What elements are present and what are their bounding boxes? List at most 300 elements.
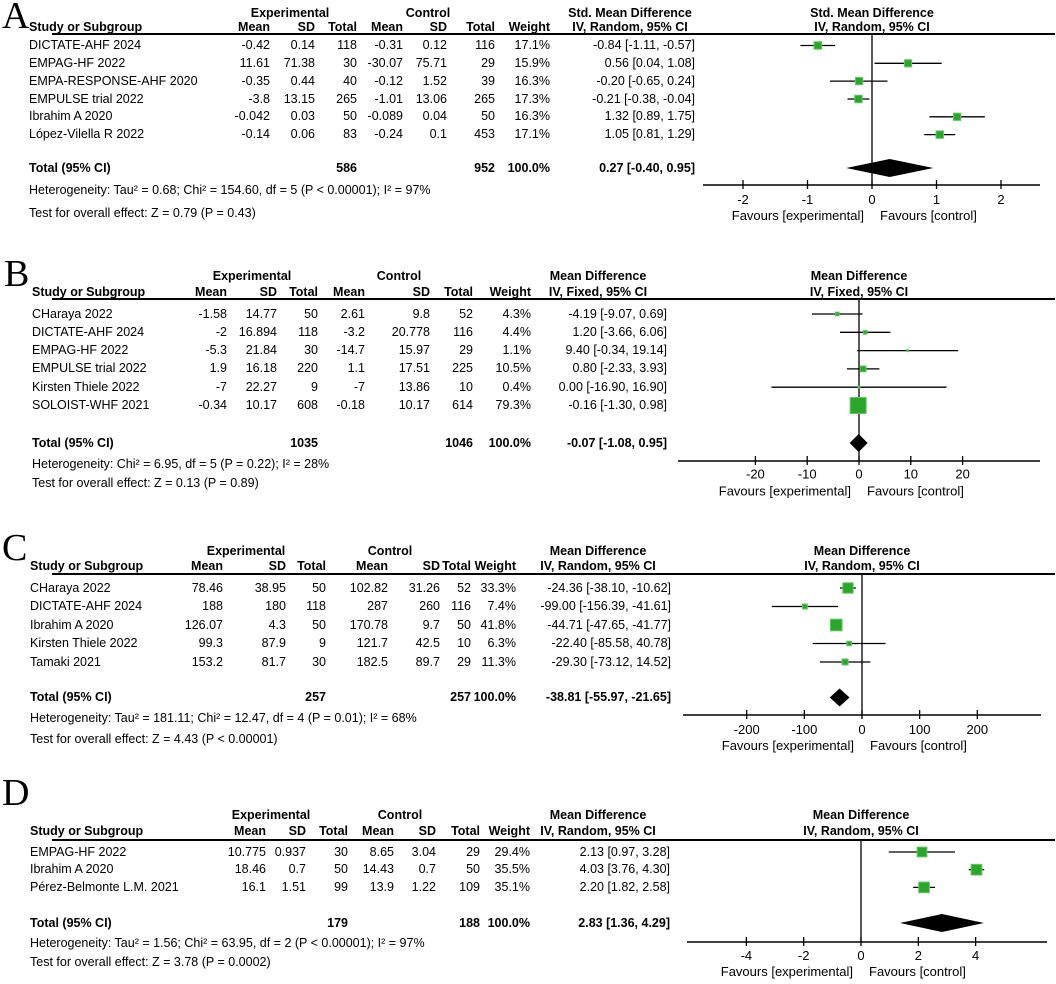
effect-ci: -44.71 [-47.65, -41.77] [547,617,671,632]
study-name: CHaraya 2022 [30,580,111,595]
ctl-mean: 121.7 [356,636,388,650]
favours-left-label: Favours [experimental] [731,208,864,223]
tick-label: 2 [914,948,922,963]
weight: 10.5% [495,361,531,376]
group-experimental-header: Experimental [250,5,330,20]
exp-sd: 0.7 [288,862,306,877]
weight: 33.3% [480,580,516,595]
ctl-sd: 0.12 [422,38,447,52]
weight: 35.5% [494,862,530,877]
effect-ci: -22.40 [-85.58, 40.78] [551,636,671,650]
favours-right-label: Favours [control] [867,483,964,499]
exp-sd: 1.51 [281,879,306,894]
forest-plot-d [687,840,1047,979]
plot-method-header: IV, Fixed, 95% CI [809,284,909,299]
exp-mean: 188 [202,599,223,613]
ctl-total: 10 [459,379,473,394]
ctl-total: 29 [459,343,473,358]
study-name: EMPAG-HF 2022 [30,844,127,859]
study-name: López-Vilella R 2022 [29,127,145,142]
weight: 4.3% [502,306,531,321]
exp-mean: 126.07 [184,617,223,632]
effect-square [830,619,842,631]
panel-label: C [2,527,28,569]
effect-ci: -0.84 [-1.11, -0.57] [593,38,695,52]
effect-ci: 0.56 [0.04, 1.08] [604,55,695,70]
exp-total: 40 [343,73,357,88]
group-experimental-header: Experimental [206,543,286,558]
weight: 17.1% [514,127,550,142]
tick-label: 100 [908,722,931,737]
total-ctl-n: 1046 [445,435,473,450]
ctl-mean: 287 [367,599,388,613]
exp-mean: 16.1 [241,879,266,894]
ctl-total: 50 [466,862,480,877]
effect-square [842,659,848,665]
study-name: Ibrahim A 2020 [30,617,114,632]
total-effect-ci: -38.81 [-55.97, -21.65] [545,690,671,704]
weight: 4.4% [502,324,531,339]
ctl-total-header: Total [444,284,473,299]
exp-mean-header: Mean [238,19,270,34]
plot-method-header: IV, Random, 95% CI [803,823,919,838]
plot-effect-measure-header: Mean Difference [813,543,911,558]
exp-mean: -1.58 [198,306,227,321]
ctl-sd-header: SD [418,823,436,838]
ctl-mean: 182.5 [356,654,388,669]
ctl-sd: 0.04 [422,109,447,124]
ctl-sd: 260 [419,599,440,613]
exp-total: 30 [334,844,348,859]
effect-ci: -99.00 [-156.39, -41.61] [540,599,671,613]
exp-sd-header: SD [288,823,306,838]
ctl-total-header: Total [442,558,471,573]
ctl-mean: 170.78 [349,617,388,632]
panel-label: B [4,253,30,295]
ctl-sd: 13.86 [398,379,430,394]
exp-total: 50 [312,580,326,595]
ctl-mean: -0.12 [374,73,403,88]
effect-square [917,847,927,857]
overall-test-text: Test for overall effect: Z = 0.79 (P = 0.43) [29,205,256,220]
effect-square [860,366,866,372]
weight: 16.3% [514,73,550,88]
ctl-mean: 8.65 [369,844,394,859]
ctl-sd: 75.71 [415,55,447,70]
effect-square [802,604,807,609]
exp-total: 118 [337,38,357,52]
weight: 1.1% [502,343,531,358]
ctl-total: 52 [459,306,473,321]
effect-ci: 4.03 [3.76, 4.30] [579,862,670,877]
exp-sd: 0.14 [290,38,315,52]
study-name: DICTATE-AHF 2024 [32,324,145,339]
method-header: IV, Random, 95% CI [540,558,656,573]
total-label: Total (95% CI) [30,915,112,930]
ctl-total: 116 [451,599,471,613]
effect-ci: 1.20 [-3.66, 6.06] [572,324,667,339]
tick-label: 1 [932,192,941,207]
forest-plot-c [683,574,1041,753]
forest-plot-b [678,299,1040,499]
ctl-total: 50 [481,109,495,124]
study-name: Ibrahim A 2020 [30,862,114,877]
weight: 17.1% [514,38,550,52]
exp-sd: 180 [265,599,286,613]
total-weight: 100.0% [507,160,550,175]
ctl-mean: -3.2 [343,324,365,339]
effect-ci: 2.13 [0.97, 3.28] [579,844,670,859]
overall-test-text: Test for overall effect: Z = 3.78 (P = 0.0002) [30,954,271,969]
effect-ci: -0.21 [-0.38, -0.04] [592,91,695,106]
total-label: Total (95% CI) [32,435,114,450]
exp-total: 30 [343,55,357,70]
ctl-total-header: Total [466,19,495,34]
tick-label: 0 [868,192,876,207]
ctl-sd: 15.97 [398,343,430,358]
exp-total: 30 [312,654,326,669]
study-name: Ibrahim A 2020 [29,109,113,124]
ctl-total: 116 [453,324,473,339]
ctl-sd: 20.778 [391,324,430,339]
exp-sd-header: SD [297,19,315,34]
ctl-sd: 3.04 [411,844,436,859]
weight: 41.8% [480,617,516,632]
effect-square [863,330,867,334]
ctl-mean: -0.18 [336,398,365,412]
study-name: Kirsten Thiele 2022 [32,379,140,394]
weight-header: Weight [489,284,531,299]
total-exp-n: 179 [327,915,348,930]
exp-mean-header: Mean [234,823,266,838]
weight: 79.3% [495,398,531,412]
header-rule [52,33,1055,35]
ctl-sd-header: SD [429,19,447,34]
ctl-total: 453 [474,127,495,142]
pooled-diamond [846,159,933,177]
total-exp-n: 586 [336,160,357,175]
weight: 35.1% [494,879,530,894]
tick-label: -10 [797,466,817,482]
total-weight: 100.0% [487,915,530,930]
pooled-diamond [850,434,868,452]
effect-square [954,113,961,120]
favours-left-label: Favours [experimental] [718,483,851,499]
study-name: SOLOIST-WHF 2021 [32,398,150,412]
effect-square [850,397,866,413]
total-exp-n: 257 [305,690,326,704]
ctl-mean: -0.31 [374,38,403,52]
ctl-mean: -1.01 [374,91,403,106]
overall-test-text: Test for overall effect: Z = 0.13 (P = 0.89) [32,475,259,490]
weight-header: Weight [474,558,516,573]
header-rule [52,573,1055,575]
study-name: Kirsten Thiele 2022 [30,636,138,650]
ctl-sd: 10.17 [398,398,430,412]
tick-label: 0 [855,466,863,482]
exp-total: 30 [304,343,318,358]
effect-square [814,42,821,49]
exp-total: 220 [297,361,318,376]
effect-ci: 1.32 [0.89, 1.75] [604,109,695,124]
exp-mean: -2 [215,324,227,339]
effect-ci: 2.20 [1.82, 2.58] [579,879,670,894]
pooled-diamond [830,689,850,707]
ctl-mean: -30.07 [367,55,403,70]
effect-measure-header: Mean Difference [549,268,647,283]
tick-label: -4 [740,948,753,963]
panel-label: D [2,772,30,814]
total-label: Total (95% CI) [30,690,112,704]
ctl-total: 52 [457,580,471,595]
exp-sd: 22.27 [245,379,277,394]
exp-sd: 81.7 [261,654,286,669]
tick-label: 4 [972,948,980,963]
exp-sd: 0.03 [290,109,315,124]
ctl-mean: -0.089 [367,109,403,124]
exp-sd: 0.44 [290,73,315,88]
plot-effect-measure-header: Mean Difference [812,807,910,822]
study-name: Pérez-Belmonte L.M. 2021 [30,879,179,894]
forest-plot-a [703,34,1040,223]
effect-ci: -0.16 [-1.30, 0.98] [568,398,667,412]
total-weight: 100.0% [488,435,531,450]
effect-ci: -0.20 [-0.65, 0.24] [596,73,695,88]
heterogeneity-text: Heterogeneity: Tau² = 0.68; Chi² = 154.60, df = 5 (P < 0.00001); I² = 97% [29,183,431,197]
ctl-sd: 9.8 [412,306,430,321]
effect-ci: -29.30 [-73.12, 14.52] [551,654,671,669]
ctl-sd: 9.7 [422,617,440,632]
study-column-header: Study or Subgroup [30,558,144,573]
method-header: IV, Random, 95% CI [572,19,688,34]
exp-total: 9 [319,636,326,650]
total-effect-ci: 2.83 [1.36, 4.29] [578,915,670,930]
exp-mean: -0.35 [241,73,270,88]
effect-ci: -24.36 [-38.10, -10.62] [547,580,671,595]
header-rule [52,298,1055,300]
total-ctl-n: 952 [474,160,495,175]
exp-mean: -0.14 [241,127,270,142]
overall-test-text: Test for overall effect: Z = 4.43 (P < 0.00001) [30,732,278,746]
study-name: DICTATE-AHF 2024 [29,38,142,52]
exp-mean: -7 [215,379,227,394]
effect-square [936,131,943,138]
exp-total-header: Total [289,284,318,299]
study-column-header: Study or Subgroup [32,284,146,299]
exp-total: 99 [334,879,348,894]
favours-right-label: Favours [control] [880,208,977,223]
ctl-sd-header: SD [412,284,430,299]
ctl-sd: 0.7 [418,862,436,877]
study-name: CHaraya 2022 [32,306,113,321]
ctl-mean: 14.43 [362,862,394,877]
effect-square [855,95,862,102]
favours-right-label: Favours [control] [870,738,967,753]
panel-label: A [2,0,30,37]
exp-total-header: Total [297,558,326,573]
ctl-mean-header: Mean [371,19,403,34]
weight: 29.4% [494,844,530,859]
ctl-sd: 31.26 [408,580,440,595]
group-control-header: Control [405,5,451,20]
effect-ci: 1.05 [0.81, 1.29] [604,127,695,142]
ctl-total: 10 [457,636,471,650]
exp-sd: 71.38 [283,55,315,70]
study-column-header: Study or Subgroup [30,823,144,838]
effect-square [907,350,909,352]
group-experimental-header: Experimental [231,807,311,822]
weight-header: Weight [508,19,550,34]
ctl-total: 29 [481,55,495,70]
ctl-mean: 102.82 [349,580,388,595]
effect-ci: 9.40 [-0.34, 19.14] [565,343,667,358]
exp-sd-header: SD [268,558,286,573]
exp-mean: 11.61 [239,55,270,70]
exp-total: 50 [334,862,348,877]
total-label: Total (95% CI) [29,160,111,175]
ctl-mean: -7 [353,379,365,394]
exp-sd: 87.9 [261,636,286,650]
exp-total: 608 [297,398,318,412]
study-name: EMPA-RESPONSE-AHF 2020 [29,73,198,88]
ctl-total: 29 [466,844,480,859]
total-weight: 100.0% [473,690,516,704]
ctl-sd: 1.52 [422,73,447,88]
exp-mean-header: Mean [195,284,227,299]
effect-square [843,583,853,593]
ctl-sd: 42.5 [415,636,440,650]
exp-mean: 1.9 [209,361,227,376]
exp-sd: 0.937 [274,844,306,859]
ctl-total: 39 [481,73,495,88]
total-ctl-n: 257 [450,690,471,704]
ctl-mean: -14.7 [336,343,365,358]
exp-mean: -3.8 [248,91,270,106]
effect-ci: 0.80 [-2.33, 3.93] [572,361,667,376]
ctl-sd: 89.7 [415,654,440,669]
ctl-sd-header: SD [422,558,440,573]
exp-mean: -5.3 [205,343,227,358]
weight: 15.9% [514,55,550,70]
plot-method-header: IV, Random, 95% CI [814,19,930,34]
weight: 16.3% [514,109,550,124]
heterogeneity-text: Heterogeneity: Tau² = 1.56; Chi² = 63.95, df = 2 (P < 0.00001); I² = 97% [30,936,425,950]
exp-mean: -0.042 [234,109,270,124]
exp-total: 9 [311,379,318,394]
exp-total: 83 [343,127,357,142]
exp-mean: -0.34 [198,398,227,412]
ctl-total: 50 [457,617,471,632]
ctl-total: 225 [452,361,473,376]
favours-left-label: Favours [experimental] [720,964,853,979]
total-effect-ci: 0.27 [-0.40, 0.95] [599,160,695,175]
ctl-total-header: Total [451,823,480,838]
tick-label: -2 [797,948,810,963]
ctl-mean-header: Mean [362,823,394,838]
method-header: IV, Fixed, 95% CI [548,284,648,299]
favours-right-label: Favours [control] [869,964,966,979]
ctl-sd: 0.1 [429,127,447,142]
plot-effect-measure-header: Mean Difference [810,268,908,283]
ctl-sd: 13.06 [415,91,447,106]
exp-sd: 16.894 [238,324,277,339]
weight: 7.4% [487,599,516,613]
exp-sd: 4.3 [268,617,286,632]
tick-label: -1 [801,192,814,207]
total-exp-n: 1035 [290,435,318,450]
effect-square [905,60,912,67]
group-control-header: Control [377,807,423,822]
effect-square [971,864,982,875]
group-control-header: Control [367,543,413,558]
effect-ci: -4.19 [-9.07, 0.69] [568,306,667,321]
effect-square [919,882,930,893]
tick-label: 2 [997,192,1005,207]
study-name: EMPULSE trial 2022 [29,91,144,106]
ctl-total: 614 [452,398,473,412]
header-rule [52,839,1055,841]
ctl-mean: 2.61 [340,306,365,321]
exp-mean: 153.2 [191,654,223,669]
ctl-total: 265 [474,91,495,106]
exp-total: 118 [306,599,326,613]
tick-label: 0 [858,722,866,737]
exp-mean: 78.46 [191,580,223,595]
effect-measure-header: Std. Mean Difference [568,5,692,20]
exp-sd: 14.77 [245,306,277,321]
exp-mean-header: Mean [191,558,223,573]
exp-total-header: Total [328,19,357,34]
heterogeneity-text: Heterogeneity: Tau² = 181.11; Chi² = 12.47, df = 4 (P = 0.01); I² = 68% [30,711,417,725]
study-name: EMPULSE trial 2022 [32,361,147,376]
study-name: EMPAG-HF 2022 [29,55,126,70]
ctl-sd: 17.51 [398,361,430,376]
weight: 6.3% [487,636,516,650]
ctl-total: 116 [475,38,495,52]
effect-measure-header: Mean Difference [549,807,647,822]
exp-sd: 38.95 [254,580,286,595]
effect-square [858,386,860,388]
tick-label: 200 [966,722,989,737]
weight-header: Weight [488,823,530,838]
exp-sd: 10.17 [245,398,277,412]
method-header: IV, Random, 95% CI [540,823,656,838]
tick-label: 10 [903,466,919,482]
plot-method-header: IV, Random, 95% CI [804,558,920,573]
exp-total: 50 [304,306,318,321]
ctl-total: 109 [459,879,480,894]
exp-total: 118 [298,324,318,339]
exp-total: 50 [312,617,326,632]
group-experimental-header: Experimental [212,268,292,283]
exp-total: 50 [343,109,357,124]
study-name: Tamaki 2021 [30,654,101,669]
study-name: DICTATE-AHF 2024 [30,599,143,613]
effect-square [847,641,852,646]
effect-square [835,312,839,316]
exp-mean: 10.775 [227,844,266,859]
weight: 17.3% [514,91,550,106]
weight: 0.4% [502,379,531,394]
tick-label: -200 [733,722,760,737]
ctl-mean: 1.1 [347,361,365,376]
ctl-mean: -0.24 [374,127,403,142]
total-ctl-n: 188 [459,915,480,930]
exp-mean: -0.42 [241,38,270,52]
study-name: EMPAG-HF 2022 [32,343,129,358]
ctl-mean-header: Mean [333,284,365,299]
exp-sd: 21.84 [245,343,277,358]
